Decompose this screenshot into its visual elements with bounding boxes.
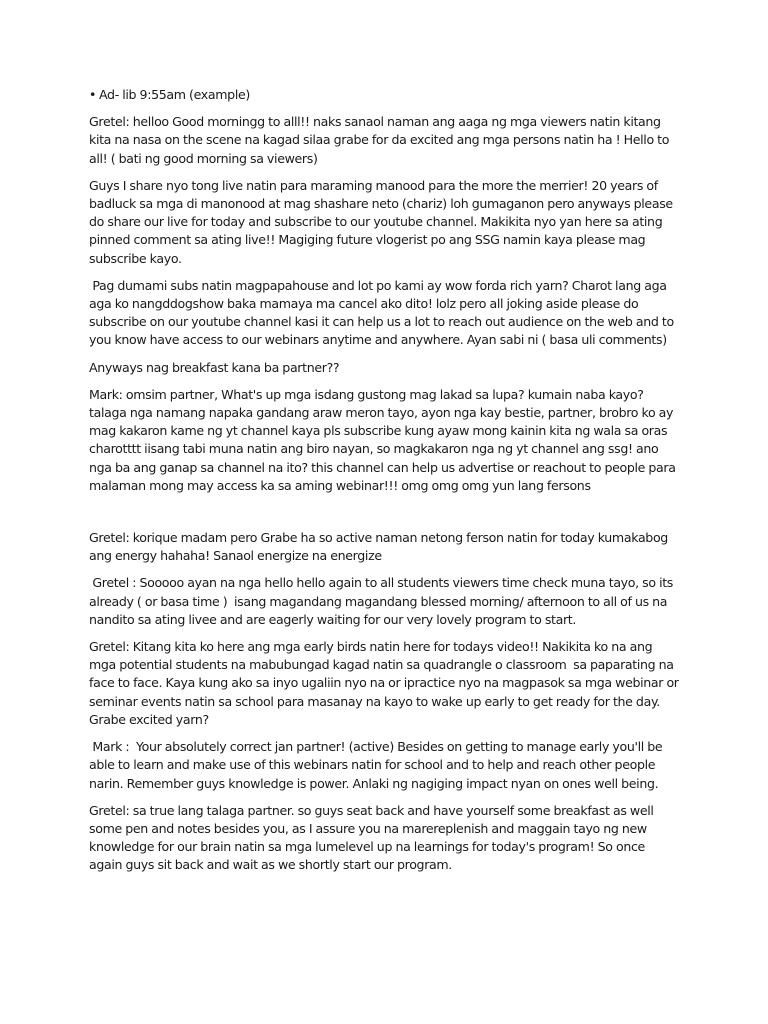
paragraph-8: Gretel: Kitang kita ko here ang mga early birds natin here for todays video!! Nakikita ko na ang mga potential students na mabubungad kagad natin sa quadrangle o classroom sa paparating na face to face. Kaya kung ako sa inyo ugaliin nyo na or ipractice nyo na magpasok sa mga webinar or seminar events natin sa school para masanay na kayo to wake up early to get ready for the day. Grabe excited yarn? xyxy=(89,639,682,727)
heading-line xyxy=(89,86,681,104)
heading-text: Ad- lib 9:55am (example) xyxy=(99,87,250,102)
paragraph-5: Mark: omsim partner, What's up mga isdang gustong mag lakad sa lupa? kumain naba kayo? talaga nga namang napaka gandang araw meron tayo, ayon nga kay bestie, partner, brobro ko ay mag kakaron kame ng yt channel kaya pls subscribe kung ayaw mong kainin kita ng wala sa oras charotttt iisang tabi muna natin ang biro nayan, so magkakaron nga ng yt channel ang ssg! ano nga ba ang ganap sa channel na ito? this channel can help us advertise or reachout to people para malaman mong may access ka sa aming webinar!!! omg omg omg yun lang fersons xyxy=(89,386,679,493)
paragraph-4: Anyways nag breakfast kana ba partner?? xyxy=(89,359,340,375)
paragraph-3: Pag dumami subs natin magpapahouse and lot po kami ay wow forda rich yarn? Charot lang aga aga ko nangddogshow baka mamaya ma cancel ako dito! lolz pero all joking aside please do subscribe on our youtube channel kasi it can help us a lot to reach out audience on the web and to you know have access to our webinars anytime and anywhere. Ayan sabi ni ( basa uli comments) xyxy=(89,277,678,348)
paragraph-9: Mark : Your absolutely correct jan partner! (active) Besides on getting to manage early you'll be able to learn and make use of this webinars natin for school and to help and reach other people narin. Remember guys knowledge is power. Anlaki ng nagiging impact nyan on ones well being. xyxy=(89,739,666,791)
paragraph-2: Guys I share nyo tong live natin para maraming manood para the more the merrier! 20 years of badluck sa mga di manonood at mag shashare neto (chariz) loh gumaganon pero anyways please do share our live for today and subscribe to our youtube channel. Makikita nyo yan here sa ating pinned comment sa ating live!! Magiging future vlogerist po ang SSG namin kaya please mag subscribe kayo. xyxy=(89,177,677,266)
paragraph-1: Gretel: helloo Good morningg to alll!! naks sanaol naman ang aaga ng mga viewers natin kitang kita na nasa on the scene na kagad silaa grabe for da excited ang mga persons natin ha ! Hello to all! ( bati ng good morning sa viewers) xyxy=(89,114,673,166)
paragraph-7: Gretel : Sooooo ayan na nga hello hello again to all students viewers time check muna tayo, so its already ( or basa time ) isang magandang magandang blessed morning/ afternoon to all of us na nandito sa ating livee and are eagerly waiting for our very lovely program to start. xyxy=(89,575,677,627)
paragraph-10: Gretel: sa true lang talaga partner. so guys seat back and have yourself some breakfast as well some pen and notes besides you, as I assure you na marereplenish and maggain tayo ng new knowledge for our brain natin sa mga lumelevel up na learnings for today's program! So once again guys sit back and wait as we shortly start our program. xyxy=(89,802,657,873)
blank-gap xyxy=(89,504,681,529)
bullet-icon: • xyxy=(89,87,97,102)
paragraph-6: Gretel: korique madam pero Grabe ha so active naman netong ferson natin for today kumakabog ang energy hahaha! Sanaol energize na energize xyxy=(89,530,672,564)
document-page xyxy=(89,86,681,884)
